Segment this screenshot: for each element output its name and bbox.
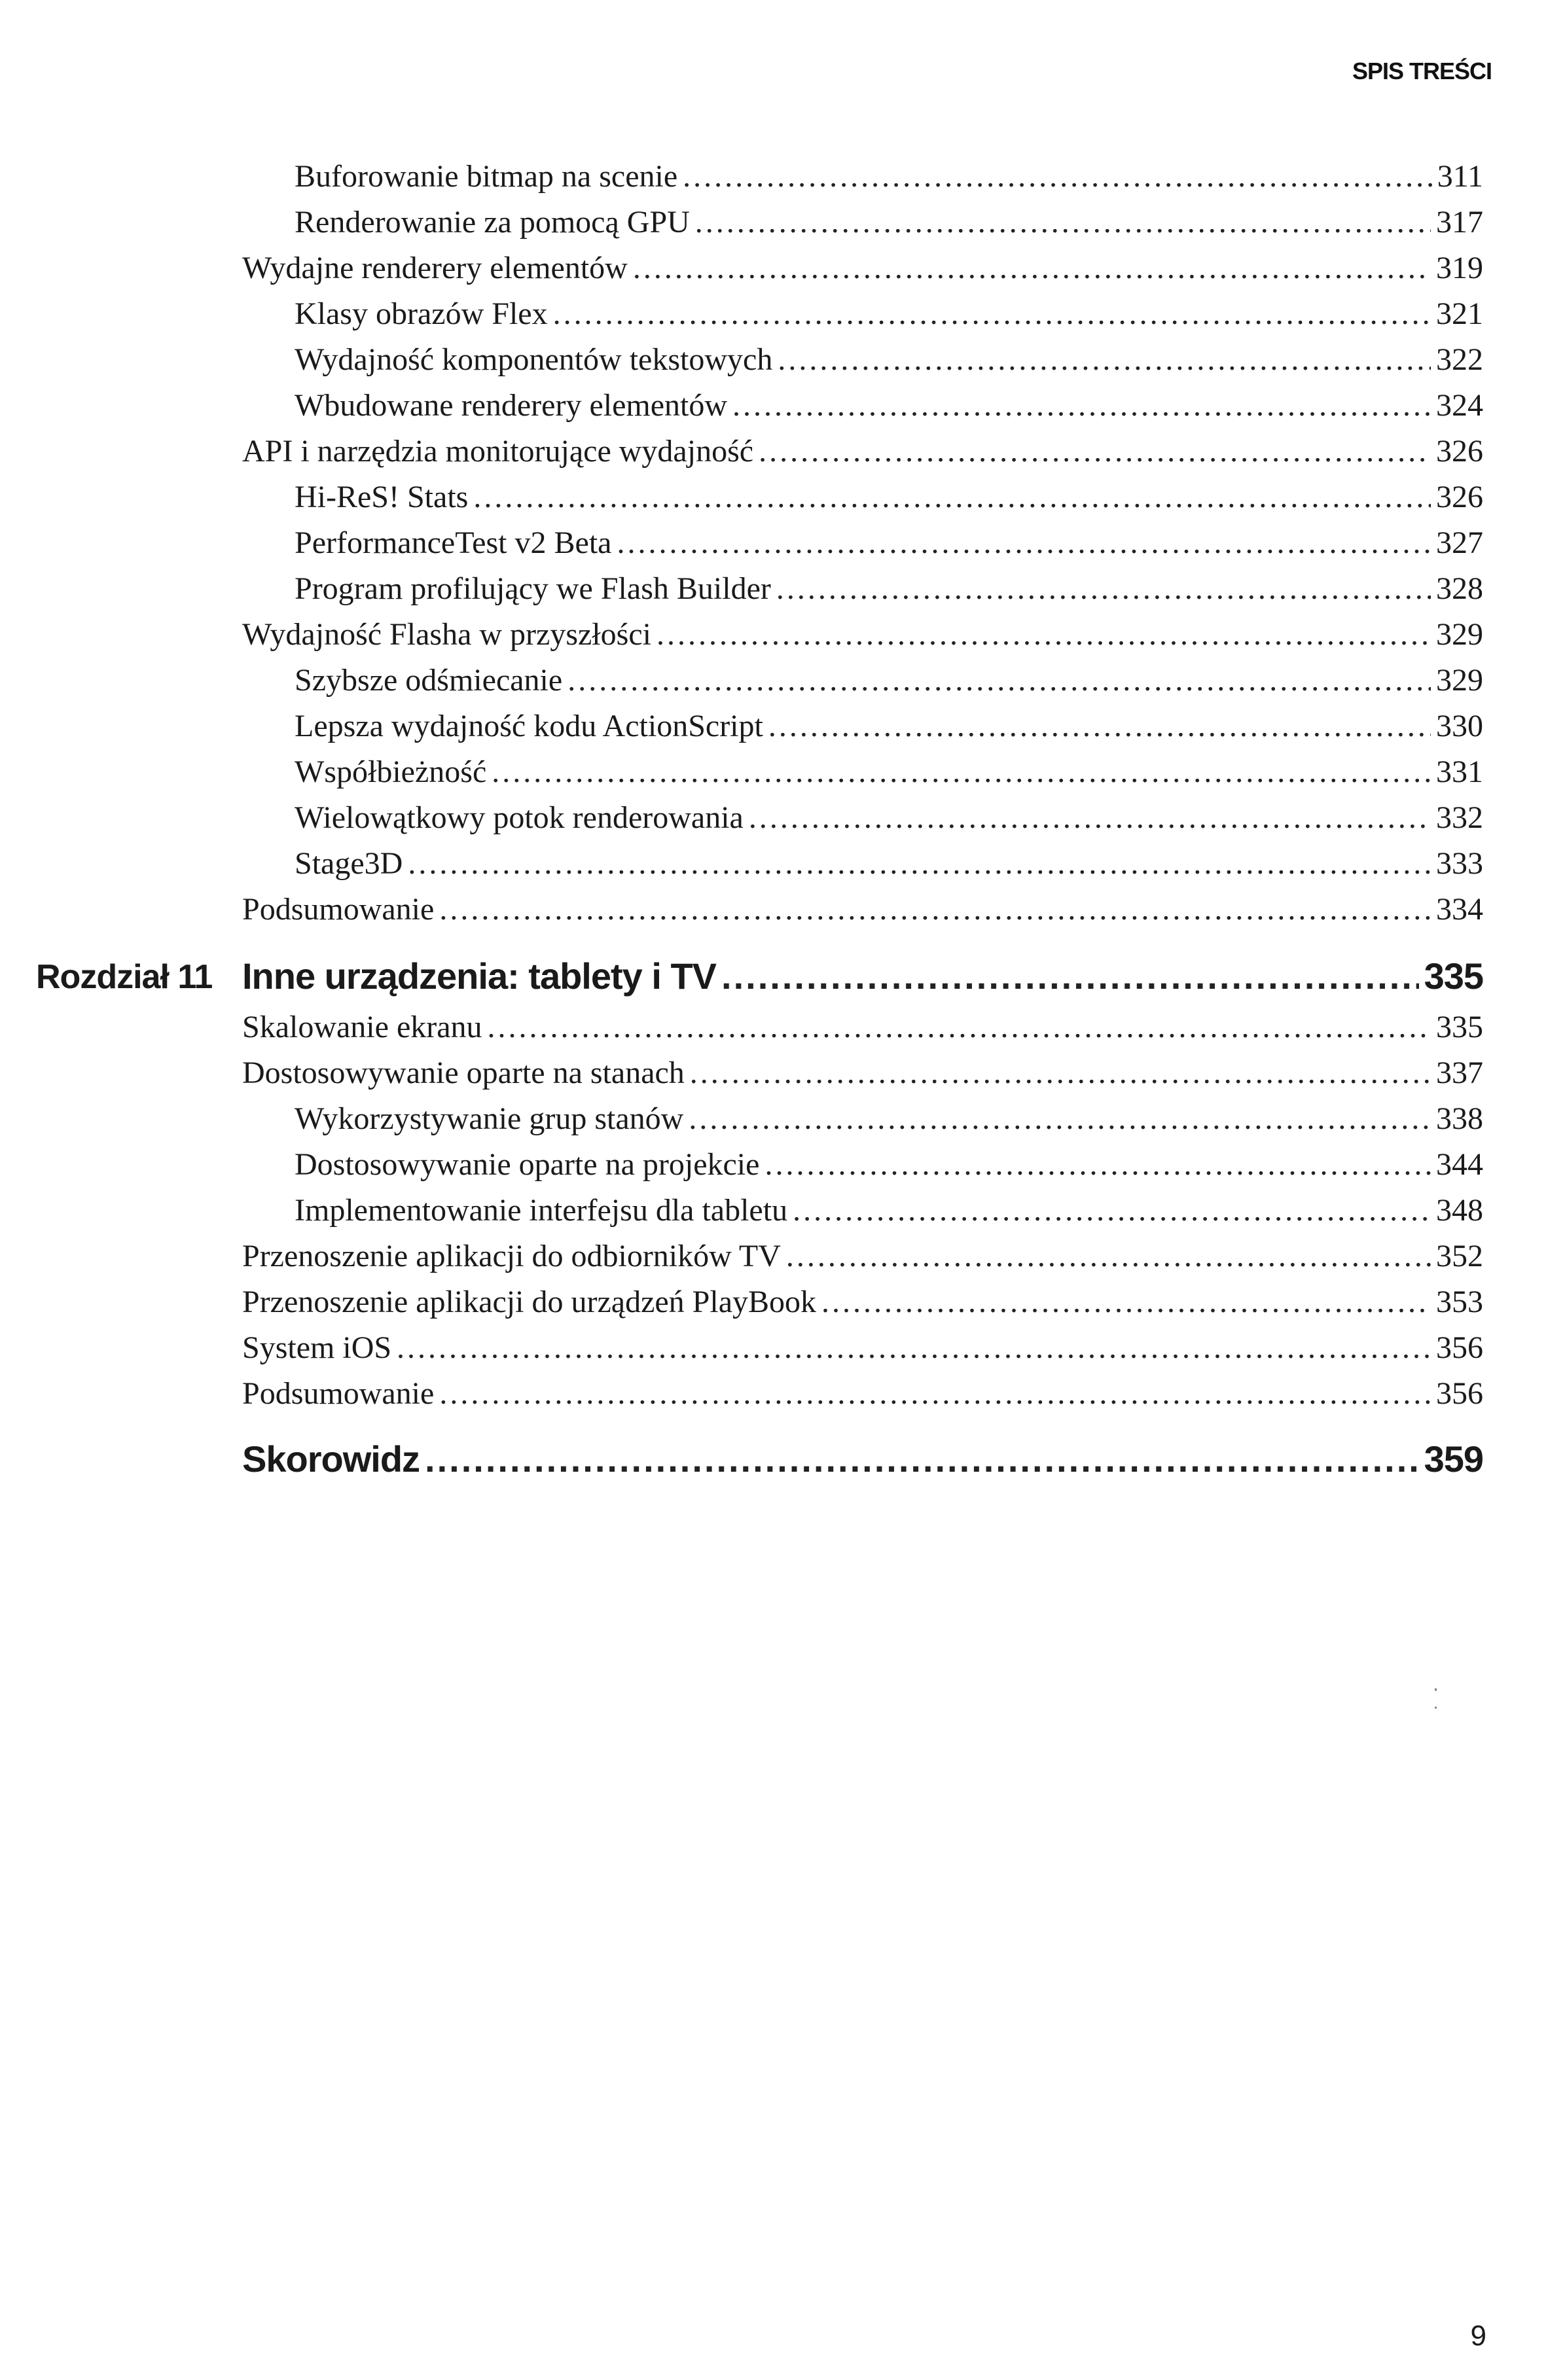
dot-leader: [821, 1283, 1431, 1322]
toc-entry: [295, 707, 1483, 747]
dot-leader: [425, 1438, 1419, 1480]
toc-entry-page: 328: [1436, 571, 1483, 606]
toc-entry-page: 356: [1436, 1330, 1483, 1365]
toc-entry: [295, 1191, 1483, 1232]
toc-entry-title: Dostosowywanie oparte na projekcie: [295, 1147, 760, 1182]
toc-entry-title: Stage3D: [295, 846, 403, 881]
dot-leader: [768, 707, 1431, 746]
chapter-label: Rozdział 11: [36, 958, 213, 996]
toc-entry-title: Buforowanie bitmap na scenie: [295, 159, 678, 194]
toc-entry: [295, 569, 1483, 610]
toc-entry-title: Lepsza wydajność kodu ActionScript: [295, 709, 763, 743]
toc-entry: [242, 432, 1483, 472]
dot-leader: [657, 615, 1431, 654]
chapter-title: Inne urządzenia: tablety i TV: [242, 955, 717, 997]
chapter-page: 335: [1424, 955, 1483, 997]
toc-entry: [242, 1008, 1483, 1048]
toc-entry: [295, 524, 1483, 564]
dot-leader: [695, 203, 1431, 242]
toc-entry: [295, 798, 1483, 839]
dot-leader: [473, 478, 1431, 517]
toc-entry-page: 334: [1436, 892, 1483, 927]
toc-entry: [242, 1054, 1483, 1094]
toc-entry: [295, 1145, 1483, 1186]
toc-entry: [295, 340, 1483, 381]
toc-entry-title: Wydajne renderery elementów: [242, 251, 628, 285]
toc-entry-title: PerformanceTest v2 Beta: [295, 525, 612, 560]
dot-leader: [776, 569, 1431, 609]
toc-entry-page: 322: [1436, 342, 1483, 377]
toc-entry: [242, 1328, 1483, 1369]
dot-leader: [786, 1237, 1431, 1276]
dot-leader: [690, 1054, 1431, 1093]
toc-entry-page: 317: [1436, 205, 1483, 240]
dot-leader: [408, 844, 1431, 883]
toc-entry: [295, 203, 1483, 243]
dot-leader: [439, 890, 1431, 929]
page-number: 9: [1470, 2320, 1486, 2352]
toc-entry-page: 338: [1436, 1101, 1483, 1136]
toc-entry-page: 331: [1436, 755, 1483, 789]
index-title: Skorowidz: [242, 1438, 420, 1480]
dot-leader: [567, 661, 1431, 700]
toc-entry: [295, 661, 1483, 702]
toc-entry-title: Program profilujący we Flash Builder: [295, 571, 771, 606]
toc-entry-title: Podsumowanie: [242, 892, 435, 927]
toc-entry: [295, 753, 1483, 793]
dot-leader: [488, 1008, 1431, 1047]
toc-entry-title: Przenoszenie aplikacji do odbiorników TV: [242, 1239, 781, 1273]
toc-entry-title: Hi-ReS! Stats: [295, 480, 469, 514]
toc-entry-page: 329: [1436, 663, 1483, 698]
scan-speck: [1435, 1688, 1437, 1691]
dot-leader: [439, 1374, 1431, 1413]
dot-leader: [633, 249, 1431, 288]
dot-leader: [765, 1145, 1431, 1184]
toc-entry-title: System iOS: [242, 1330, 392, 1365]
toc-entry-title: API i narzędzia monitorujące wydajność: [242, 434, 754, 469]
toc-entry-title: Podsumowanie: [242, 1376, 435, 1411]
scan-speck: [1435, 1707, 1437, 1709]
toc-entry: [242, 1374, 1483, 1415]
dot-leader: [397, 1328, 1431, 1368]
toc-entry-page: 327: [1436, 525, 1483, 560]
toc-entry: [242, 615, 1483, 656]
toc-entry-title: Szybsze odśmiecanie: [295, 663, 563, 698]
toc-index-heading: [242, 1438, 1483, 1482]
toc-entry-title: Wbudowane renderery elementów: [295, 388, 728, 423]
dot-leader: [749, 798, 1431, 838]
toc-entry-page: 326: [1436, 480, 1483, 514]
toc-entry-page: 319: [1436, 251, 1483, 285]
toc-entry-page: 329: [1436, 617, 1483, 652]
toc-entry-title: Wydajność komponentów tekstowych: [295, 342, 773, 377]
dot-leader: [492, 753, 1431, 792]
toc-entry-page: 326: [1436, 434, 1483, 469]
dot-leader: [793, 1191, 1431, 1230]
dot-leader: [689, 1099, 1431, 1139]
toc-entry: [242, 249, 1483, 289]
toc-entry-title: Przenoszenie aplikacji do urządzeń PlayBook: [242, 1285, 817, 1319]
toc-entry-page: 332: [1436, 800, 1483, 835]
toc-entry-page: 344: [1436, 1147, 1483, 1182]
dot-leader: [721, 955, 1419, 997]
toc-entry-title: Renderowanie za pomocą GPU: [295, 205, 690, 240]
toc-entry: [242, 890, 1483, 931]
toc-entry-title: Wydajność Flasha w przyszłości: [242, 617, 651, 652]
toc-entry: [242, 1283, 1483, 1323]
toc-entry-page: 348: [1436, 1193, 1483, 1228]
toc-entry-title: Współbieżność: [295, 755, 487, 789]
toc-entry: [295, 294, 1483, 335]
toc-entry: [242, 1237, 1483, 1277]
dot-leader: [553, 294, 1431, 334]
dot-leader: [778, 340, 1431, 380]
toc-entry-page: 335: [1436, 1010, 1483, 1044]
toc-entry-title: Skalowanie ekranu: [242, 1010, 482, 1044]
dot-leader: [617, 524, 1431, 563]
toc-entry-title: Wykorzystywanie grup stanów: [295, 1101, 684, 1136]
toc-entry-page: 321: [1436, 296, 1483, 331]
toc-entry-page: 333: [1436, 846, 1483, 881]
toc-chapter-heading: [242, 955, 1483, 999]
toc-entry: [295, 844, 1483, 885]
toc-entry-title: Implementowanie interfejsu dla tabletu: [295, 1193, 788, 1228]
toc-entry-page: 337: [1436, 1056, 1483, 1090]
toc-entry-title: Dostosowywanie oparte na stanach: [242, 1056, 685, 1090]
toc-entry-page: 311: [1437, 159, 1483, 194]
toc-entry: [295, 386, 1483, 427]
running-header: SPIS TREŚCI: [1352, 58, 1492, 84]
toc-entry-title: Klasy obrazów Flex: [295, 296, 548, 331]
toc-entry-page: 330: [1436, 709, 1483, 743]
toc-entry-page: 353: [1436, 1285, 1483, 1319]
toc-entry-page: 324: [1436, 388, 1483, 423]
dot-leader: [732, 386, 1431, 425]
toc-entry: [295, 1099, 1483, 1140]
toc-entry: [295, 157, 1483, 198]
dot-leader: [683, 157, 1432, 196]
index-page: 359: [1424, 1438, 1483, 1480]
toc-entry-title: Wielowątkowy potok renderowania: [295, 800, 744, 835]
toc-entry-page: 352: [1436, 1239, 1483, 1273]
dot-leader: [759, 432, 1431, 471]
toc-entry: [295, 478, 1483, 518]
toc-entry-page: 356: [1436, 1376, 1483, 1411]
